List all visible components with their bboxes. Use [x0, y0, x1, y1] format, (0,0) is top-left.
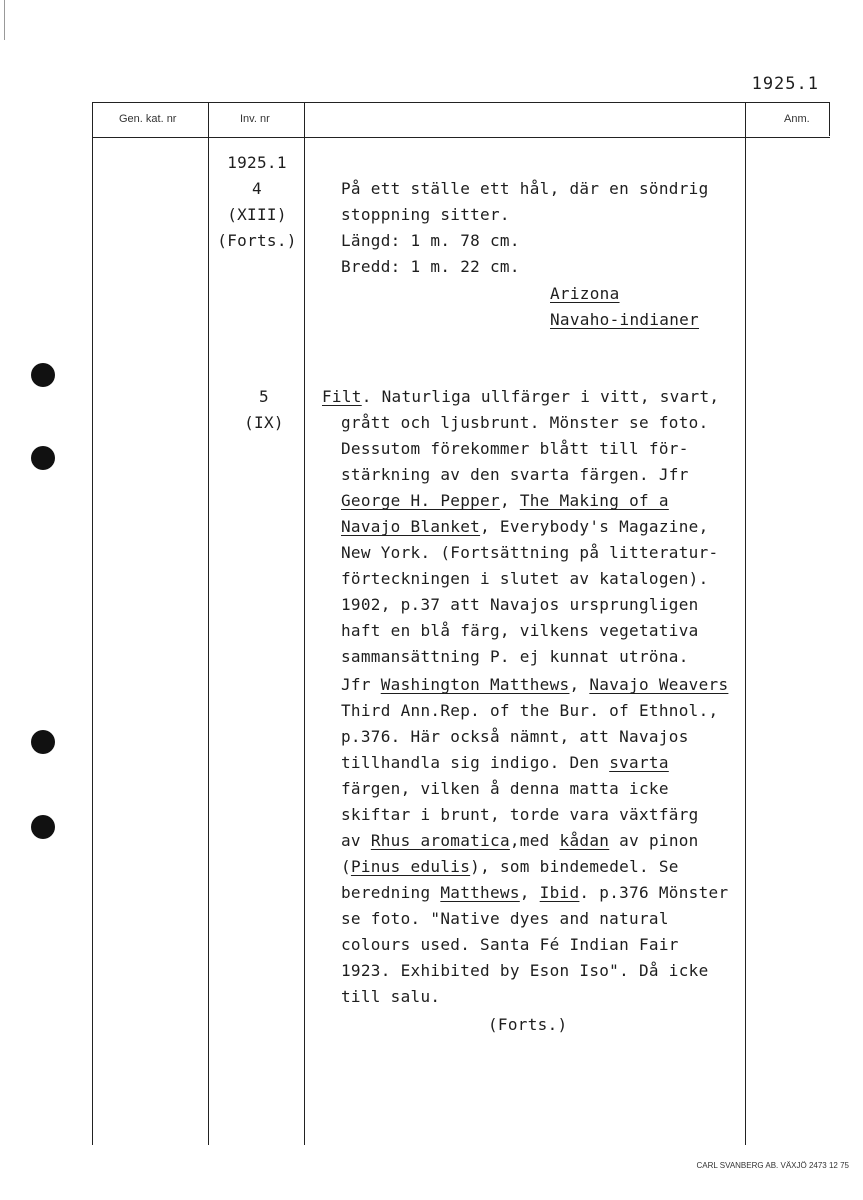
- column-rule-gen-inv: [208, 102, 209, 1145]
- location-people: Navaho-indianer: [550, 310, 699, 329]
- entry-text-line: av Rhus aromatica,med kådan av pinon: [341, 831, 699, 850]
- inventory-roman-number: (IX): [244, 413, 284, 432]
- reference-title: Navajo Blanket: [341, 517, 481, 536]
- header-gen-kat-nr: Gen. kat. nr: [119, 113, 177, 125]
- reference-author: George H. Pepper: [341, 491, 500, 510]
- entry-text-line: George H. Pepper, The Making of a: [341, 491, 669, 510]
- punch-hole: [31, 815, 55, 839]
- entry-text-line: New York. (Fortsättning på litteratur-: [341, 543, 719, 562]
- continued-note: (Forts.): [488, 1015, 568, 1034]
- entry-text-line: (Pinus edulis), som bindemedel. Se: [341, 857, 679, 876]
- column-rule-left: [92, 102, 93, 1145]
- column-rule-right: [829, 102, 830, 136]
- entry-text-line: tillhandla sig indigo. Den svarta: [341, 753, 669, 772]
- entry-text-line: Jfr Washington Matthews, Navajo Weavers: [341, 675, 729, 694]
- punch-hole: [31, 363, 55, 387]
- object-type: Filt: [322, 387, 362, 406]
- column-rule-inv-text: [304, 102, 305, 1145]
- entry-text-line: Navajo Blanket, Everybody's Magazine,: [341, 517, 709, 536]
- entry-text-line: stärkning av den svarta färgen. Jfr: [341, 465, 689, 484]
- entry-text-line: förteckningen i slutet av katalogen).: [341, 569, 709, 588]
- inventory-item-number: 4: [252, 179, 262, 198]
- entry-text-line: p.376. Här också nämnt, att Navajos: [341, 727, 689, 746]
- entry-text-line: Third Ann.Rep. of the Bur. of Ethnol.,: [341, 701, 719, 720]
- punch-hole: [31, 730, 55, 754]
- entry-text-line: till salu.: [341, 987, 441, 1006]
- punch-hole: [31, 446, 55, 470]
- reference-author: Matthews: [440, 883, 520, 902]
- scan-edge-mark: [4, 0, 5, 40]
- header-inv-nr: Inv. nr: [240, 113, 270, 125]
- entry-text-line: 1923. Exhibited by Eson Iso". Då icke: [341, 961, 709, 980]
- reference-title: The Making of a: [519, 491, 669, 510]
- inventory-continued: (Forts.): [217, 231, 297, 250]
- column-rule-text-anm: [745, 102, 746, 1145]
- reference-author: Washington Matthews: [380, 675, 570, 694]
- inventory-roman-number: (XIII): [227, 205, 287, 224]
- location-region: Arizona: [550, 284, 620, 303]
- species-name: Pinus edulis: [350, 857, 471, 876]
- printer-imprint: CARL SVANBERG AB. VÄXJÖ 2473 12 75: [696, 1161, 849, 1170]
- reference-title: Navajo Weavers: [589, 675, 729, 694]
- table-header: [92, 102, 830, 138]
- entry-text-line: beredning Matthews, Ibid. p.376 Mönster: [341, 883, 729, 902]
- inventory-item-number: 5: [259, 387, 269, 406]
- inventory-year: 1925.1: [227, 153, 287, 172]
- entry-text-line: sammansättning P. ej kunnat utröna.: [341, 647, 689, 666]
- inventory-number-block: [208, 150, 306, 254]
- entry-text-line: stoppning sitter.: [341, 205, 510, 224]
- header-anm: Anm.: [784, 113, 810, 125]
- entry-text-line: 1902, p.37 att Navajos ursprungligen: [341, 595, 699, 614]
- entry-text-line: se foto. "Native dyes and natural: [341, 909, 669, 928]
- entry-text-line: Dessutom förekommer blått till för-: [341, 439, 689, 458]
- entry-text-line: haft en blå färg, vilkens vegetativa: [341, 621, 699, 640]
- page-number: 1925.1: [751, 74, 819, 94]
- entry-text-line: Bredd: 1 m. 22 cm.: [341, 257, 520, 276]
- inventory-number-block: [215, 384, 313, 436]
- species-name: Rhus aromatica: [370, 831, 510, 850]
- entry-text-line: färgen, vilken å denna matta icke: [341, 779, 669, 798]
- entry-text-line: Filt. Naturliga ullfärger i vitt, svart,: [322, 387, 720, 406]
- entry-text-line: colours used. Santa Fé Indian Fair: [341, 935, 679, 954]
- entry-text-line: grått och ljusbrunt. Mönster se foto.: [341, 413, 709, 432]
- entry-text-line: skiftar i brunt, torde vara växtfärg: [341, 805, 699, 824]
- entry-text-line: På ett ställe ett hål, där en söndrig: [341, 179, 709, 198]
- entry-text-line: Längd: 1 m. 78 cm.: [341, 231, 520, 250]
